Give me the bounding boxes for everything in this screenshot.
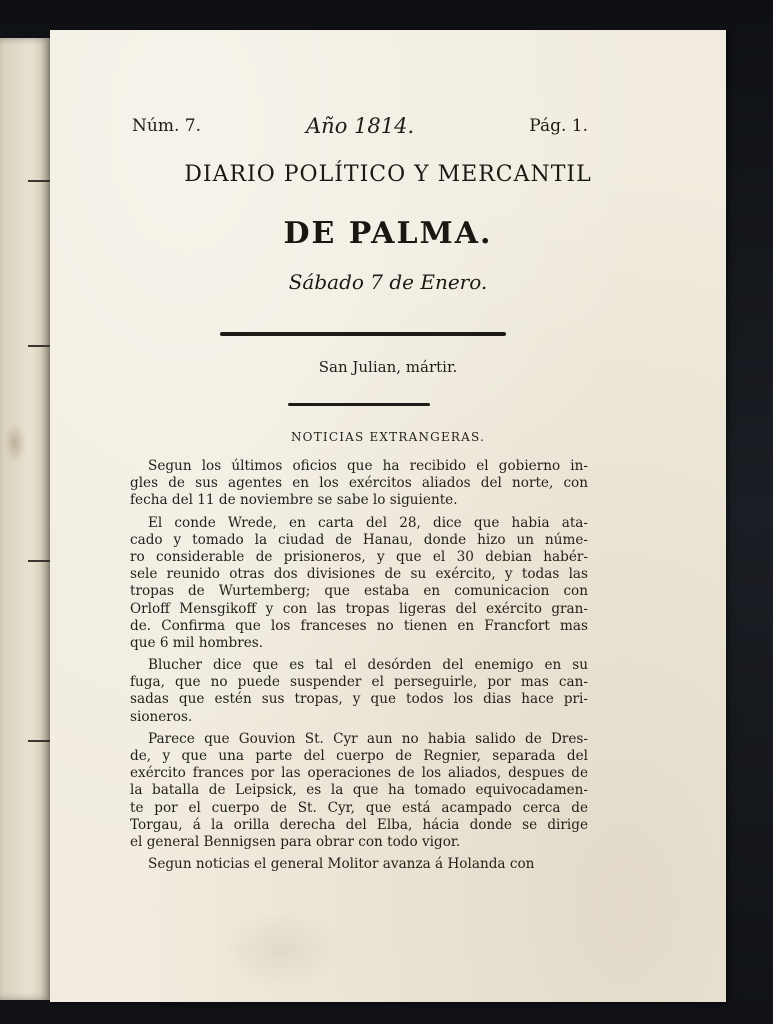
article-line: Orloff Mensgikoff y con las tropas ligeras del exército gran- <box>130 600 588 617</box>
article-line: de. Confirma que los franceses no tienen en Francfort mas <box>130 617 588 634</box>
masthead-city: DE PALMA. <box>283 216 493 251</box>
article-body <box>130 458 588 873</box>
article-line: sioneros. <box>130 708 193 725</box>
article-line: El conde Wrede, en carta del 28, dice que habia ata- <box>148 514 588 531</box>
article-line: la batalla de Leipsick, es la que ha tomado equivocadamen- <box>130 782 588 799</box>
binding-thread <box>28 740 50 742</box>
article-line: exército frances por las operaciones de los aliados, despues de <box>130 765 588 782</box>
article-line: Segun noticias el general Molitor avanza á Holanda con <box>148 856 535 873</box>
article-line: Torgau, á la orilla derecha del Elba, hácia donde se dirige <box>130 816 588 833</box>
article-line: que 6 mil hombres. <box>130 634 264 651</box>
saint-of-day: San Julian, mártir. <box>318 358 458 376</box>
issue-date: Sábado 7 de Enero. <box>288 270 488 294</box>
divider-rule-short <box>288 403 430 406</box>
article-line: Blucher dice que es tal el desórden del enemigo en su <box>148 657 588 674</box>
facing-page-edge <box>0 38 50 1000</box>
issue-number: Núm. 7. <box>132 116 201 136</box>
newspaper-page <box>50 30 726 1002</box>
article-paragraph <box>130 856 588 873</box>
article-line: fuga, que no puede suspender el perseguirle, por mas can- <box>130 674 588 691</box>
article-line: cado y tomado la ciudad de Hanau, donde hizo un núme- <box>130 531 588 548</box>
article-line: Segun los últimos oficios que ha recibido el gobierno in- <box>148 458 588 474</box>
page-header <box>130 116 588 142</box>
article-line: Parece que Gouvion St. Cyr aun no habia salido de Dres- <box>148 730 588 747</box>
paper-stain <box>4 423 26 463</box>
article-line: sele reunido otras dos divisiones de su exército, y todas las <box>130 566 588 583</box>
masthead-title: DIARIO POLÍTICO Y MERCANTIL <box>184 162 592 187</box>
article-paragraph <box>130 515 588 653</box>
section-heading: NOTICIAS EXTRANGERAS. <box>290 430 486 444</box>
article-paragraph <box>130 731 588 851</box>
binding-thread <box>28 180 50 182</box>
article-paragraph <box>130 657 588 726</box>
article-line: sadas que estén sus tropas, y que todos los dias hace pri- <box>130 691 588 708</box>
article-line: el general Bennigsen para obrar con todo vigor. <box>130 833 461 850</box>
article-line: te por el cuerpo de St. Cyr, que está acampado cerca de <box>130 799 588 816</box>
paper-stain <box>220 910 340 990</box>
article-line: de, y que una parte del cuerpo de Regnier, separada del <box>130 748 588 764</box>
article-line: tropas de Wurtemberg; que estaba en comunicacion con <box>130 583 588 600</box>
article-line: fecha del 11 de noviembre se sabe lo siguiente. <box>130 492 458 509</box>
binding-thread <box>28 560 50 562</box>
article-line: gles de sus agentes en los exércitos aliados del norte, con <box>130 475 588 492</box>
binding-thread <box>28 345 50 347</box>
page-number: Pág. 1. <box>529 116 588 136</box>
article-line: ro considerable de prisioneros, y que el 30 debian habér- <box>130 548 588 565</box>
issue-year: Año 1814. <box>306 114 415 138</box>
divider-rule <box>220 332 506 336</box>
article-paragraph <box>130 458 588 510</box>
